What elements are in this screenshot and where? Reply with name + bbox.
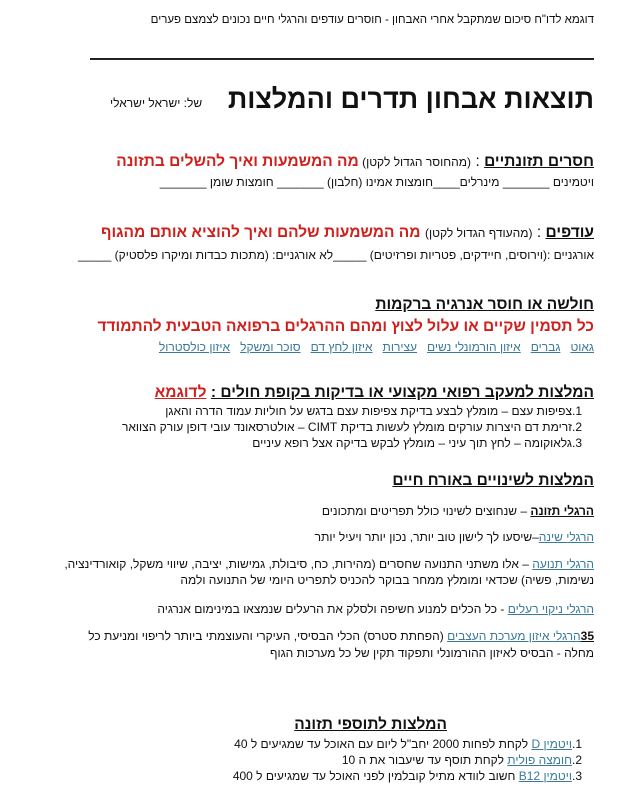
movement-link[interactable]: הרגלי תנועה	[532, 557, 594, 571]
lifestyle-heading: המלצות לשינויים באורח חיים	[392, 472, 594, 489]
supplement-item-text: לקחת לפחות 2000 יחב"ל ליום עם האוכל עד שמגיעים ל 40	[234, 737, 532, 751]
supplement-link[interactable]: ויטמין B12	[518, 769, 572, 783]
sleep-text: –שיסעו לך לישון טוב יותר, נכון יותר ויעיל יותר	[314, 530, 539, 544]
medical-item-text: צפיפות עצם – מומלץ לבצע בדיקת צפיפות עצם בדגש על חוליות עמוד הדרה והאגן	[165, 404, 572, 418]
energy-red-line: כל תסמין שקיים או עלול לצוץ ומהם ההרגלים ברפואה הטבעית להתמודד	[97, 318, 594, 335]
supplement-item-number: 2.	[572, 753, 583, 767]
stress-text: (הפחתת סטרס) הכלי הבסיסי, העיקרי והעוצמתי ביותר לריפוי ומניעת כל	[88, 629, 448, 643]
medical-item-number: 3.	[572, 436, 583, 450]
energy-heading: חולשה או חוסר אנרגיה ברקמות	[375, 296, 594, 313]
supplement-link[interactable]: ויטמין D	[531, 737, 572, 751]
deficits-colon: :	[475, 153, 485, 170]
supplement-item-text: חשוב לוודא מתיל קובלמין לפני האוכל עד שמגיעים ל 400	[232, 769, 519, 783]
movement-text: – אלו משתני התנועה שחסרים (מהירות, כח, סיבולת, גמישות, יציבה, שיווי משקל, קואורדינציה,	[64, 557, 533, 571]
stress-link[interactable]: הרגלי איזון מערכת העצבים	[447, 629, 581, 643]
cleansing-link[interactable]: הרגלי ניקוי רעלים	[507, 602, 594, 616]
movement-line-2: נשימות, פשיה) שכדאי ומומלץ ממחר בבוקר להכניס לתפריט היומי של התנועה ולמה	[180, 573, 594, 587]
page-title: תוצאות אבחון תדרים והמלצות	[227, 84, 594, 114]
cleansing-text: - כל הכלים למנוע חשיפה ולסלק את הרעלים שנמצאו במינימום אנרגיה	[157, 602, 508, 616]
excess-heading-line	[101, 224, 594, 242]
energy-links	[159, 340, 594, 354]
supplement-item	[234, 737, 594, 751]
supplement-item-number: 3.	[572, 769, 583, 783]
stress-line	[88, 629, 594, 643]
page-header: דוגמא לדו"ח סיכום שמתקבל אחרי האבחון - חוסרים עודפים והרגלי חיים נכונים לצמצם פערים	[150, 14, 594, 26]
deficits-note: (מהחוסר הגדול לקטן)	[358, 155, 471, 169]
medical-item	[165, 404, 594, 418]
excess-line: אורגניים :(וירוסים, חיידקים, פטריות ופרזיטים) _____לא אורגניים: (מתכות כבדות ומיקרו פלסטיק) _____	[77, 248, 594, 262]
medical-item-text: זרימת דם היצרות עורקים מומלץ לעשות בדיקת CIMT – אולטרסאונד עובי דופן עורק הצוואר	[121, 420, 572, 434]
link-blood-pressure[interactable]: איזון לחץ דם	[310, 340, 373, 354]
excess-note: (מהעודף הגדול לקטן)	[425, 226, 533, 240]
excess-heading: עודפים	[545, 224, 594, 241]
deficits-heading: חסרים תזונתיים	[484, 153, 594, 170]
stress-number: 35	[580, 629, 594, 643]
supplement-item-text: לקחת תוסף עד שיעבור את ה 10	[341, 753, 508, 767]
link-cholesterol[interactable]: איזון כולסטרול	[158, 340, 231, 354]
patient-name: של: ישראל ישראלי	[110, 96, 203, 110]
supplement-item-number: 1.	[572, 737, 583, 751]
medical-item-number: 2.	[572, 420, 583, 434]
nutrition-label: הרגלי תזונה	[530, 504, 594, 518]
supplement-item	[233, 769, 594, 783]
supplements-heading: המלצות לתוספי תזונה	[294, 716, 447, 733]
stress-line-2: מחלה - הבסיס לאיזון ההורמונלי ותפקוד תקין של כל מערכות הגוף	[270, 646, 594, 660]
supplement-item	[342, 753, 594, 767]
sleep-line	[315, 530, 594, 544]
link-constipation[interactable]: עצירות	[382, 340, 418, 354]
link-women-hormonal[interactable]: איזון הורמונלי נשים	[427, 340, 521, 354]
deficits-line: ויטמינים _______ מינרלים____חומצות אמינו (חלבון) _______ חומצות שומן _______	[159, 175, 594, 189]
medical-example: לדוגמא	[154, 384, 207, 401]
deficits-question: מה המשמעות ואיך להשלים בתזונה	[116, 153, 359, 170]
sleep-link[interactable]: הרגלי שינה	[538, 530, 594, 544]
nutrition-text: – שנחוצים לשינוי כולל תפריטים ומתכונים	[321, 504, 531, 518]
excess-question: מה המשמעות שלהם ואיך להוציא אותם מהגוף	[100, 224, 421, 241]
nutrition-line	[322, 504, 594, 518]
medical-heading: המלצות למעקב רפואי מקצועי או בדיקות בקופת חולים :	[210, 384, 594, 401]
excess-colon: :	[536, 224, 546, 241]
medical-item-text: גלאוקומה – לחץ תוך עיני – מומלץ לבקש בדיקה אצל רופא עיניים	[252, 436, 572, 450]
cleansing-line	[157, 602, 594, 616]
medical-item	[122, 420, 594, 434]
medical-item	[252, 436, 594, 450]
header-divider	[90, 58, 594, 60]
link-gout[interactable]: גאוט	[570, 340, 594, 354]
movement-line	[64, 557, 594, 571]
medical-item-number: 1.	[572, 404, 583, 418]
deficits-heading-line	[116, 153, 594, 171]
link-sugar-weight[interactable]: סוכר ומשקל	[240, 340, 301, 354]
medical-heading-line	[155, 384, 594, 402]
link-men[interactable]: גברים	[530, 340, 561, 354]
supplement-link[interactable]: חומצה פולית	[507, 753, 572, 767]
